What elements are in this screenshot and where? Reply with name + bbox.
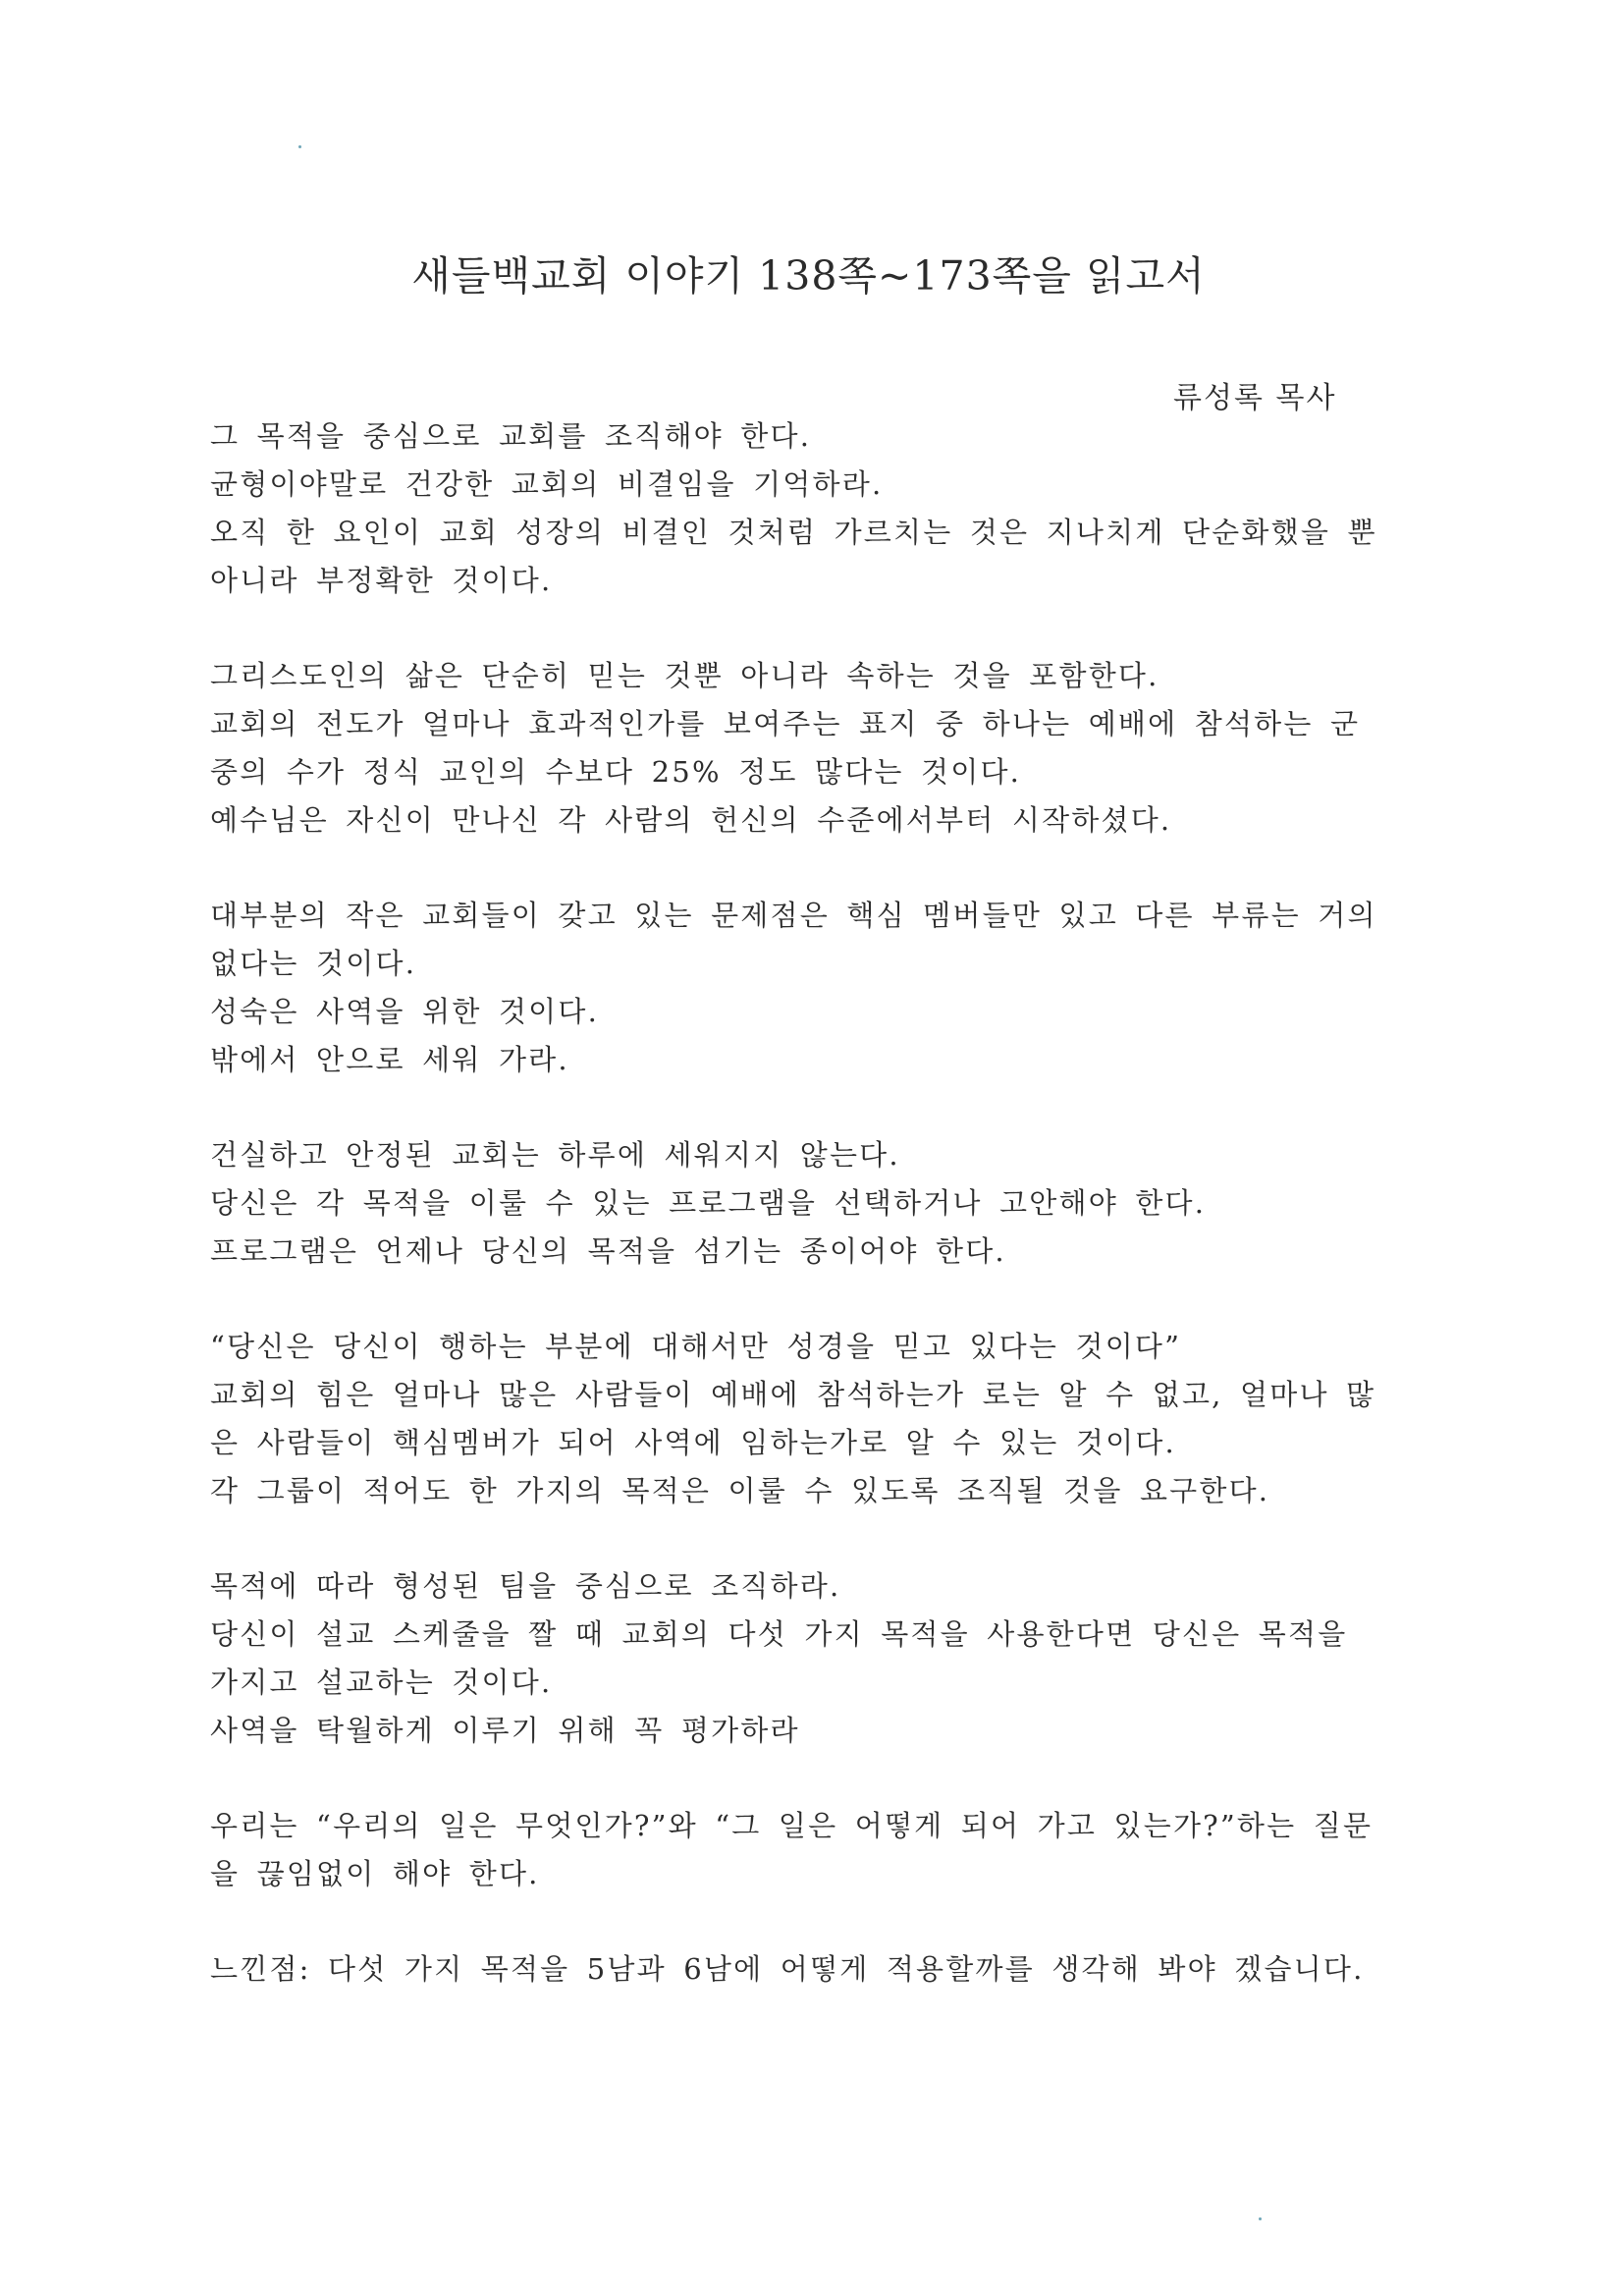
document-title: 새들백교회 이야기 138쪽~173쪽을 읽고서 xyxy=(411,252,1206,300)
paragraph xyxy=(210,412,1378,605)
paragraph xyxy=(210,1131,1378,1276)
paragraph xyxy=(210,652,1378,845)
text-line: 우리는 “우리의 일은 무엇인가?”와 “그 일은 어떻게 되어 가고 있는가?”하는 질문 xyxy=(210,1809,1374,1842)
text-line: 대부분의 작은 교회들이 갖고 있는 문제점은 핵심 멤버들만 있고 다른 부류는 거의 xyxy=(210,899,1377,932)
paragraph xyxy=(210,1945,1378,1994)
text-line: 그리스도인의 삶은 단순히 믿는 것뿐 아니라 속하는 것을 포함한다. xyxy=(210,659,1159,692)
text-line: 은 사람들이 핵심멤버가 되어 사역에 임하는가로 알 수 있는 것이다. xyxy=(210,1426,1176,1459)
text-line: 목적에 따라 형성된 팀을 중심으로 조직하라. xyxy=(210,1569,841,1603)
text-line: 예수님은 자신이 만나신 각 사람의 헌신의 수준에서부터 시작하셨다. xyxy=(210,803,1172,837)
text-line: 밖에서 안으로 세워 가라. xyxy=(210,1043,569,1076)
text-line: 없다는 것이다. xyxy=(210,947,417,980)
document-author: 류성록 목사 xyxy=(1173,381,1337,415)
text-line: 아니라 부정확한 것이다. xyxy=(210,564,553,597)
text-line: 느낀점: 다섯 가지 목적을 5남과 6남에 어떻게 적용할까를 생각해 봐야 겠습니다. xyxy=(210,1952,1365,1986)
text-line: 성숙은 사역을 위한 것이다. xyxy=(210,995,600,1028)
text-line: 그 목적을 중심으로 교회를 조직해야 한다. xyxy=(210,419,812,453)
text-line: 교회의 힘은 얼마나 많은 사람들이 예배에 참석하는가 로는 알 수 없고, 얼마나 많 xyxy=(210,1378,1376,1411)
paragraph xyxy=(210,1323,1378,1515)
paragraph xyxy=(210,1562,1378,1755)
text-line: 당신이 설교 스케줄을 짤 때 교회의 다섯 가지 목적을 사용한다면 당신은 목적을 xyxy=(210,1617,1348,1651)
paragraph xyxy=(210,892,1378,1084)
scan-speck xyxy=(298,145,301,148)
document-body xyxy=(210,412,1378,2041)
text-line: 균형이야말로 건강한 교회의 비결임을 기억하라. xyxy=(210,467,884,501)
text-line: “당신은 당신이 행하는 부분에 대해서만 성경을 믿고 있다는 것이다” xyxy=(210,1330,1182,1363)
paragraph xyxy=(210,1802,1378,1898)
text-line: 사역을 탁월하게 이루기 위해 꼭 평가하라 xyxy=(210,1714,800,1747)
text-line: 당신은 각 목적을 이룰 수 있는 프로그램을 선택하거나 고안해야 한다. xyxy=(210,1186,1207,1220)
text-line: 교회의 전도가 얼마나 효과적인가를 보여주는 표지 중 하나는 예배에 참석하는 군 xyxy=(210,707,1361,740)
text-line: 중의 수가 정식 교인의 수보다 25% 정도 많다는 것이다. xyxy=(210,755,1022,789)
text-line: 프로그램은 언제나 당신의 목적을 섬기는 종이어야 한다. xyxy=(210,1234,1006,1268)
text-line: 오직 한 요인이 교회 성장의 비결인 것처럼 가르치는 것은 지나치게 단순화했을 뿐 xyxy=(210,516,1377,549)
text-line: 가지고 설교하는 것이다. xyxy=(210,1666,553,1699)
text-line: 건실하고 안정된 교회는 하루에 세워지지 않는다. xyxy=(210,1138,900,1172)
text-line: 을 끊임없이 해야 한다. xyxy=(210,1857,540,1890)
text-line: 각 그룹이 적어도 한 가지의 목적은 이룰 수 있도록 조직될 것을 요구한다. xyxy=(210,1474,1270,1507)
scan-speck xyxy=(1259,2217,1262,2220)
